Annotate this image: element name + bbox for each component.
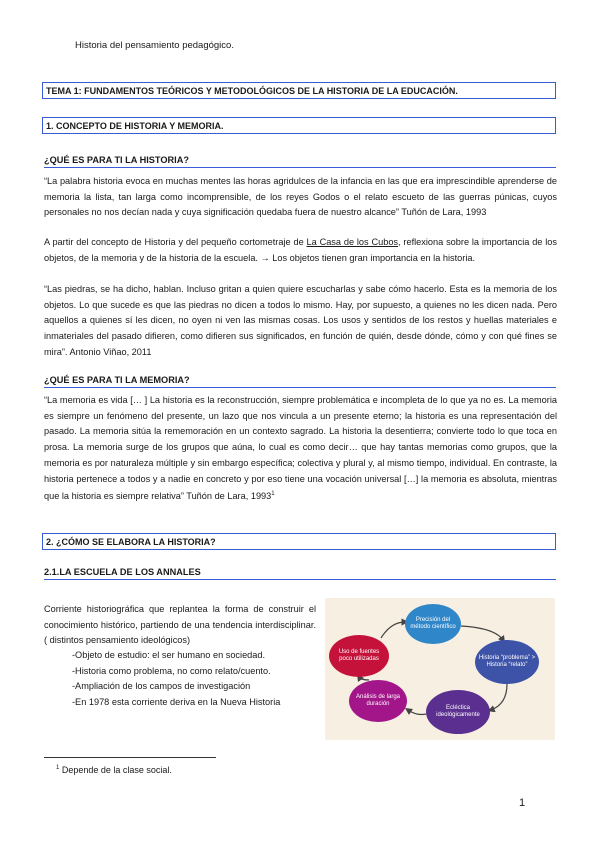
footnote-separator bbox=[44, 757, 216, 758]
list-item: -Ampliación de los campos de investigación bbox=[72, 681, 251, 692]
reflection-text-after: , reflexiona sobre la importancia de los objetos, de la memoria y de la historia de la escuela. → Los objetos tienen gran importancia en la historia. bbox=[44, 237, 557, 263]
tema-title: TEMA 1: FUNDAMENTOS TEÓRICOS Y METODOLÓGICOS DE LA HISTORIA DE LA EDUCACIÓN. bbox=[46, 85, 458, 96]
annales-cycle-diagram bbox=[325, 598, 555, 740]
footnote-ref[interactable]: 1 bbox=[271, 491, 275, 498]
list-item: -Historia como problema, no como relato/cuento. bbox=[72, 665, 271, 676]
memoria-quote: “La memoria es vida [… ] La historia es la reconstrucción, siempre problemática e incompleta de lo que ya no es. La memoria es siempre un fenómeno del presente, un lazo que nos vincula a un presente eterno; la historia es una representación del pasado. La memoria sitúa la rememoración en un contexto sagrado. La historia la desentierra; convierte todo lo que toca en prosa. La memoria surge de los grupos que aúna, lo cual es como decir… que hay tantas memorias como grupos, que la memoria es por naturaleza múltiple y sin embargo específica; colectiva y plural y, al mismo tiempo, individual. En contraste, la historia pertenece a todos y a nadie en concreto y por eso tiene una vocación universal […] la memoria es absoluta, mientras que la historia es siempre relativa” Tuñón de Lara, 1993 bbox=[44, 395, 557, 502]
section2-title-box bbox=[42, 533, 556, 550]
historia-heading: ¿QUÉ ES PARA TI LA HISTORIA? bbox=[44, 155, 556, 168]
section1-title: 1. CONCEPTO DE HISTORIA Y MEMORIA. bbox=[46, 120, 224, 131]
arrow-1 bbox=[461, 626, 503, 640]
annales-intro: Corriente historiográfica que replantea la forma de construir el conocimiento histórico, partiendo de una tendencia interdisciplinar. ( distintos pensamiento ideológicos) bbox=[44, 604, 316, 646]
reflection-text-before: A partir del concepto de Historia y del pequeño cortometraje de bbox=[44, 237, 307, 247]
arrow-5 bbox=[381, 622, 405, 638]
memoria-heading: ¿QUÉ ES PARA TI LA MEMORIA? bbox=[44, 375, 556, 388]
arrow-3 bbox=[408, 710, 426, 715]
casa-cubos-link[interactable]: La Casa de los Cubos bbox=[306, 237, 399, 247]
historia-reflection bbox=[44, 235, 557, 266]
tema-title-box bbox=[42, 82, 556, 99]
annales-list bbox=[72, 648, 280, 711]
footnote-text: Depende de la clase social. bbox=[59, 765, 172, 775]
footnote-number: 1 bbox=[56, 765, 60, 771]
page-number: 1 bbox=[519, 797, 526, 809]
annales-heading: 2.1.LA ESCUELA DE LOS ANNALES bbox=[44, 567, 556, 580]
memoria-quote-block bbox=[44, 393, 557, 505]
node-metodo-cientifico: Precisión del método científico bbox=[405, 604, 461, 644]
historia-quote: “La palabra historia evoca en muchas mentes las horas agridulces de la infancia en las que era imprescindible aprenderse de memoria la lista, tan larga como incomprensible, de los reyes Godos o el relato escueto de las guerras púnicas, cuyos personales no nos decían nada y cuya significación quedaba fuera de nuestro alcance” Tuñón de Lara, 1993 bbox=[44, 176, 557, 218]
node-larga-duracion: Análisis de larga duración bbox=[349, 680, 407, 722]
list-item: -Objeto de estudio: el ser humano en sociedad. bbox=[72, 650, 266, 660]
arrow-2 bbox=[491, 684, 507, 710]
arrow-4 bbox=[359, 677, 369, 680]
node-fuentes: Uso de fuentes poco utilizadas bbox=[329, 635, 389, 677]
section2-title: 2. ¿CÓMO SE ELABORA LA HISTORIA? bbox=[46, 536, 216, 547]
list-item: -En 1978 esta corriente deriva en la Nueva Historia bbox=[72, 697, 281, 708]
vinao-quote: “Las piedras, se ha dicho, hablan. Incluso gritan a quien quiere escucharlas y sabe cómo hacerlo. Esta es la memoria de los objetos. Lo que sucede es que las piedras no dicen a todos lo mismo. Hay, por supuesto, a quienes no les dicen nada. Pero aquellos a quienes sí les dicen, no oyen ni ven las mismas cosas. Los usos y sentidos de los restos y huellas materiales e inmateriales del pasado difieren, como difieren sus significados, en función de quién, desde dónde, cómo y con qué fines se mira”. Antonio Viñao, 2011 bbox=[44, 284, 557, 357]
node-historia-problema: Historia “problema” > Historia “relato” bbox=[475, 640, 539, 684]
page-header: Historia del pensamiento pedagógico. bbox=[75, 40, 234, 51]
section1-title-box bbox=[42, 117, 556, 134]
node-eclectica: Ecléctica ideológicamente bbox=[426, 690, 490, 734]
footnote bbox=[56, 765, 172, 775]
